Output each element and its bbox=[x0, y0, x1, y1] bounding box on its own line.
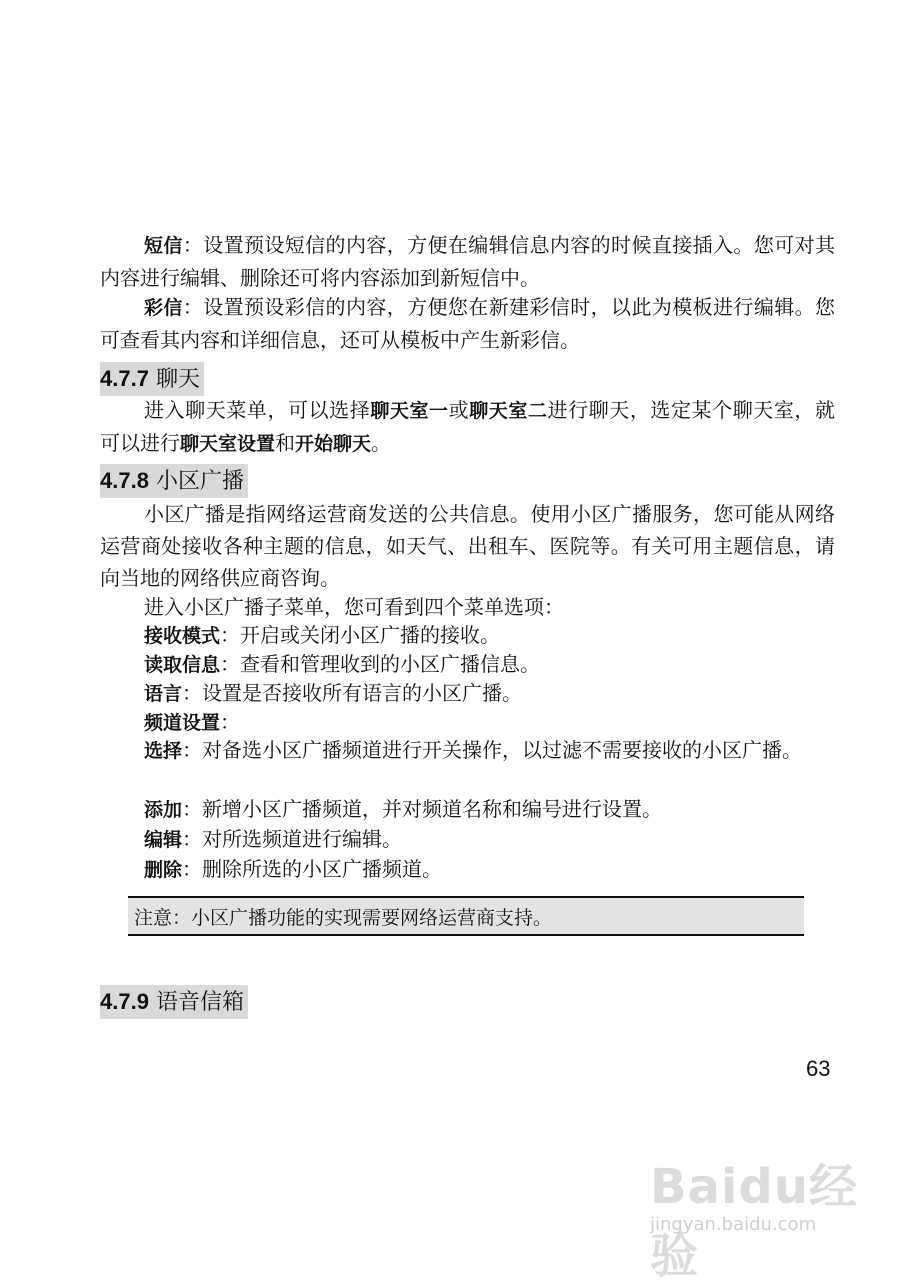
watermark-url: jingyan.baidu.com bbox=[650, 1214, 817, 1235]
page-number: 63 bbox=[806, 1056, 831, 1081]
chat-text-4: 和 bbox=[275, 431, 296, 455]
item-text: ：对所选频道进行编辑。 bbox=[182, 827, 403, 851]
mms-paragraph bbox=[100, 291, 835, 356]
heading-number: 4.7.8 bbox=[100, 468, 149, 493]
select-text: ：对备选小区广播频道进行开关操作，以过滤不需要接收的小区广播。 bbox=[182, 738, 803, 762]
cb-item-language bbox=[144, 678, 522, 709]
heading-4-7-8 bbox=[100, 464, 248, 498]
item-text: ：查看和管理收到的小区广播信息。 bbox=[220, 652, 541, 676]
item-text: ： bbox=[220, 710, 241, 734]
item-term: 添加 bbox=[144, 799, 183, 821]
chat-text-1: 进入聊天菜单，可以选择 bbox=[144, 398, 371, 422]
item-term: 读取信息 bbox=[144, 654, 221, 676]
cb-intro-paragraph: 小区广播是指网络运营商发送的公共信息。使用小区广播服务，您可能从网络运营商处接收各种主题的信息，如天气、出租车、医院等。有关可用主题信息，请向当地的网络供应商咨询。 bbox=[100, 502, 835, 590]
cb-channel-edit bbox=[144, 824, 402, 855]
cb-item-receive-mode bbox=[144, 620, 500, 651]
cb-select-paragraph bbox=[100, 734, 835, 767]
item-term: 语言 bbox=[144, 683, 183, 705]
note-box: 注意：小区广播功能的实现需要网络运营商支持。 bbox=[128, 896, 804, 936]
select-term: 选择 bbox=[144, 740, 183, 762]
chat-room-2: 聊天室二 bbox=[469, 400, 548, 422]
baidu-watermark bbox=[640, 1140, 880, 1284]
cb-channel-add bbox=[144, 794, 662, 825]
item-text: ：开启或关闭小区广播的接收。 bbox=[220, 623, 501, 647]
item-text: ：设置是否接收所有语言的小区广播。 bbox=[182, 681, 523, 705]
heading-title: 聊天 bbox=[155, 367, 200, 392]
item-term: 频道设置 bbox=[144, 712, 221, 734]
item-term: 编辑 bbox=[144, 829, 183, 851]
sms-paragraph bbox=[100, 229, 835, 294]
item-term: 删除 bbox=[144, 859, 183, 881]
chat-room-1: 聊天室一 bbox=[370, 400, 449, 422]
item-text: ：删除所选的小区广播频道。 bbox=[182, 857, 443, 881]
chat-room-settings: 聊天室设置 bbox=[180, 433, 276, 455]
heading-4-7-7 bbox=[100, 362, 204, 396]
heading-number: 4.7.9 bbox=[100, 989, 149, 1014]
mms-term: 彩信 bbox=[144, 297, 183, 319]
heading-4-7-9 bbox=[100, 985, 248, 1019]
start-chat: 开始聊天 bbox=[295, 433, 372, 455]
cb-submenu-line: 进入小区广播子菜单，您可看到四个菜单选项： bbox=[144, 595, 564, 619]
cb-item-read-messages bbox=[144, 649, 540, 680]
chat-paragraph bbox=[100, 394, 835, 460]
item-text: ：新增小区广播频道，并对频道名称和编号进行设置。 bbox=[182, 797, 663, 821]
chat-text-3: 进行聊天，选定某个聊天室，就可以进行 bbox=[100, 398, 836, 455]
sms-term: 短信 bbox=[144, 235, 183, 257]
heading-title: 语音信箱 bbox=[155, 990, 244, 1015]
cb-channel-delete bbox=[144, 854, 442, 885]
mms-text: ：设置预设彩信的内容，方便您在新建彩信时，以此为模板进行编辑。您可查看其内容和详细信息，还可从模板中产生新彩信。 bbox=[100, 295, 835, 352]
heading-title: 小区广播 bbox=[155, 469, 244, 494]
sms-text: ：设置预设短信的内容，方便在编辑信息内容的时候直接插入。您可对其内容进行编辑、删除还可将内容添加到新短信中。 bbox=[100, 233, 835, 290]
watermark-logo: Baidu经验 bbox=[650, 1159, 858, 1284]
heading-number: 4.7.7 bbox=[100, 366, 149, 391]
chat-text-2: 或 bbox=[448, 398, 470, 422]
item-term: 接收模式 bbox=[144, 625, 221, 647]
chat-text-5: 。 bbox=[371, 431, 392, 455]
